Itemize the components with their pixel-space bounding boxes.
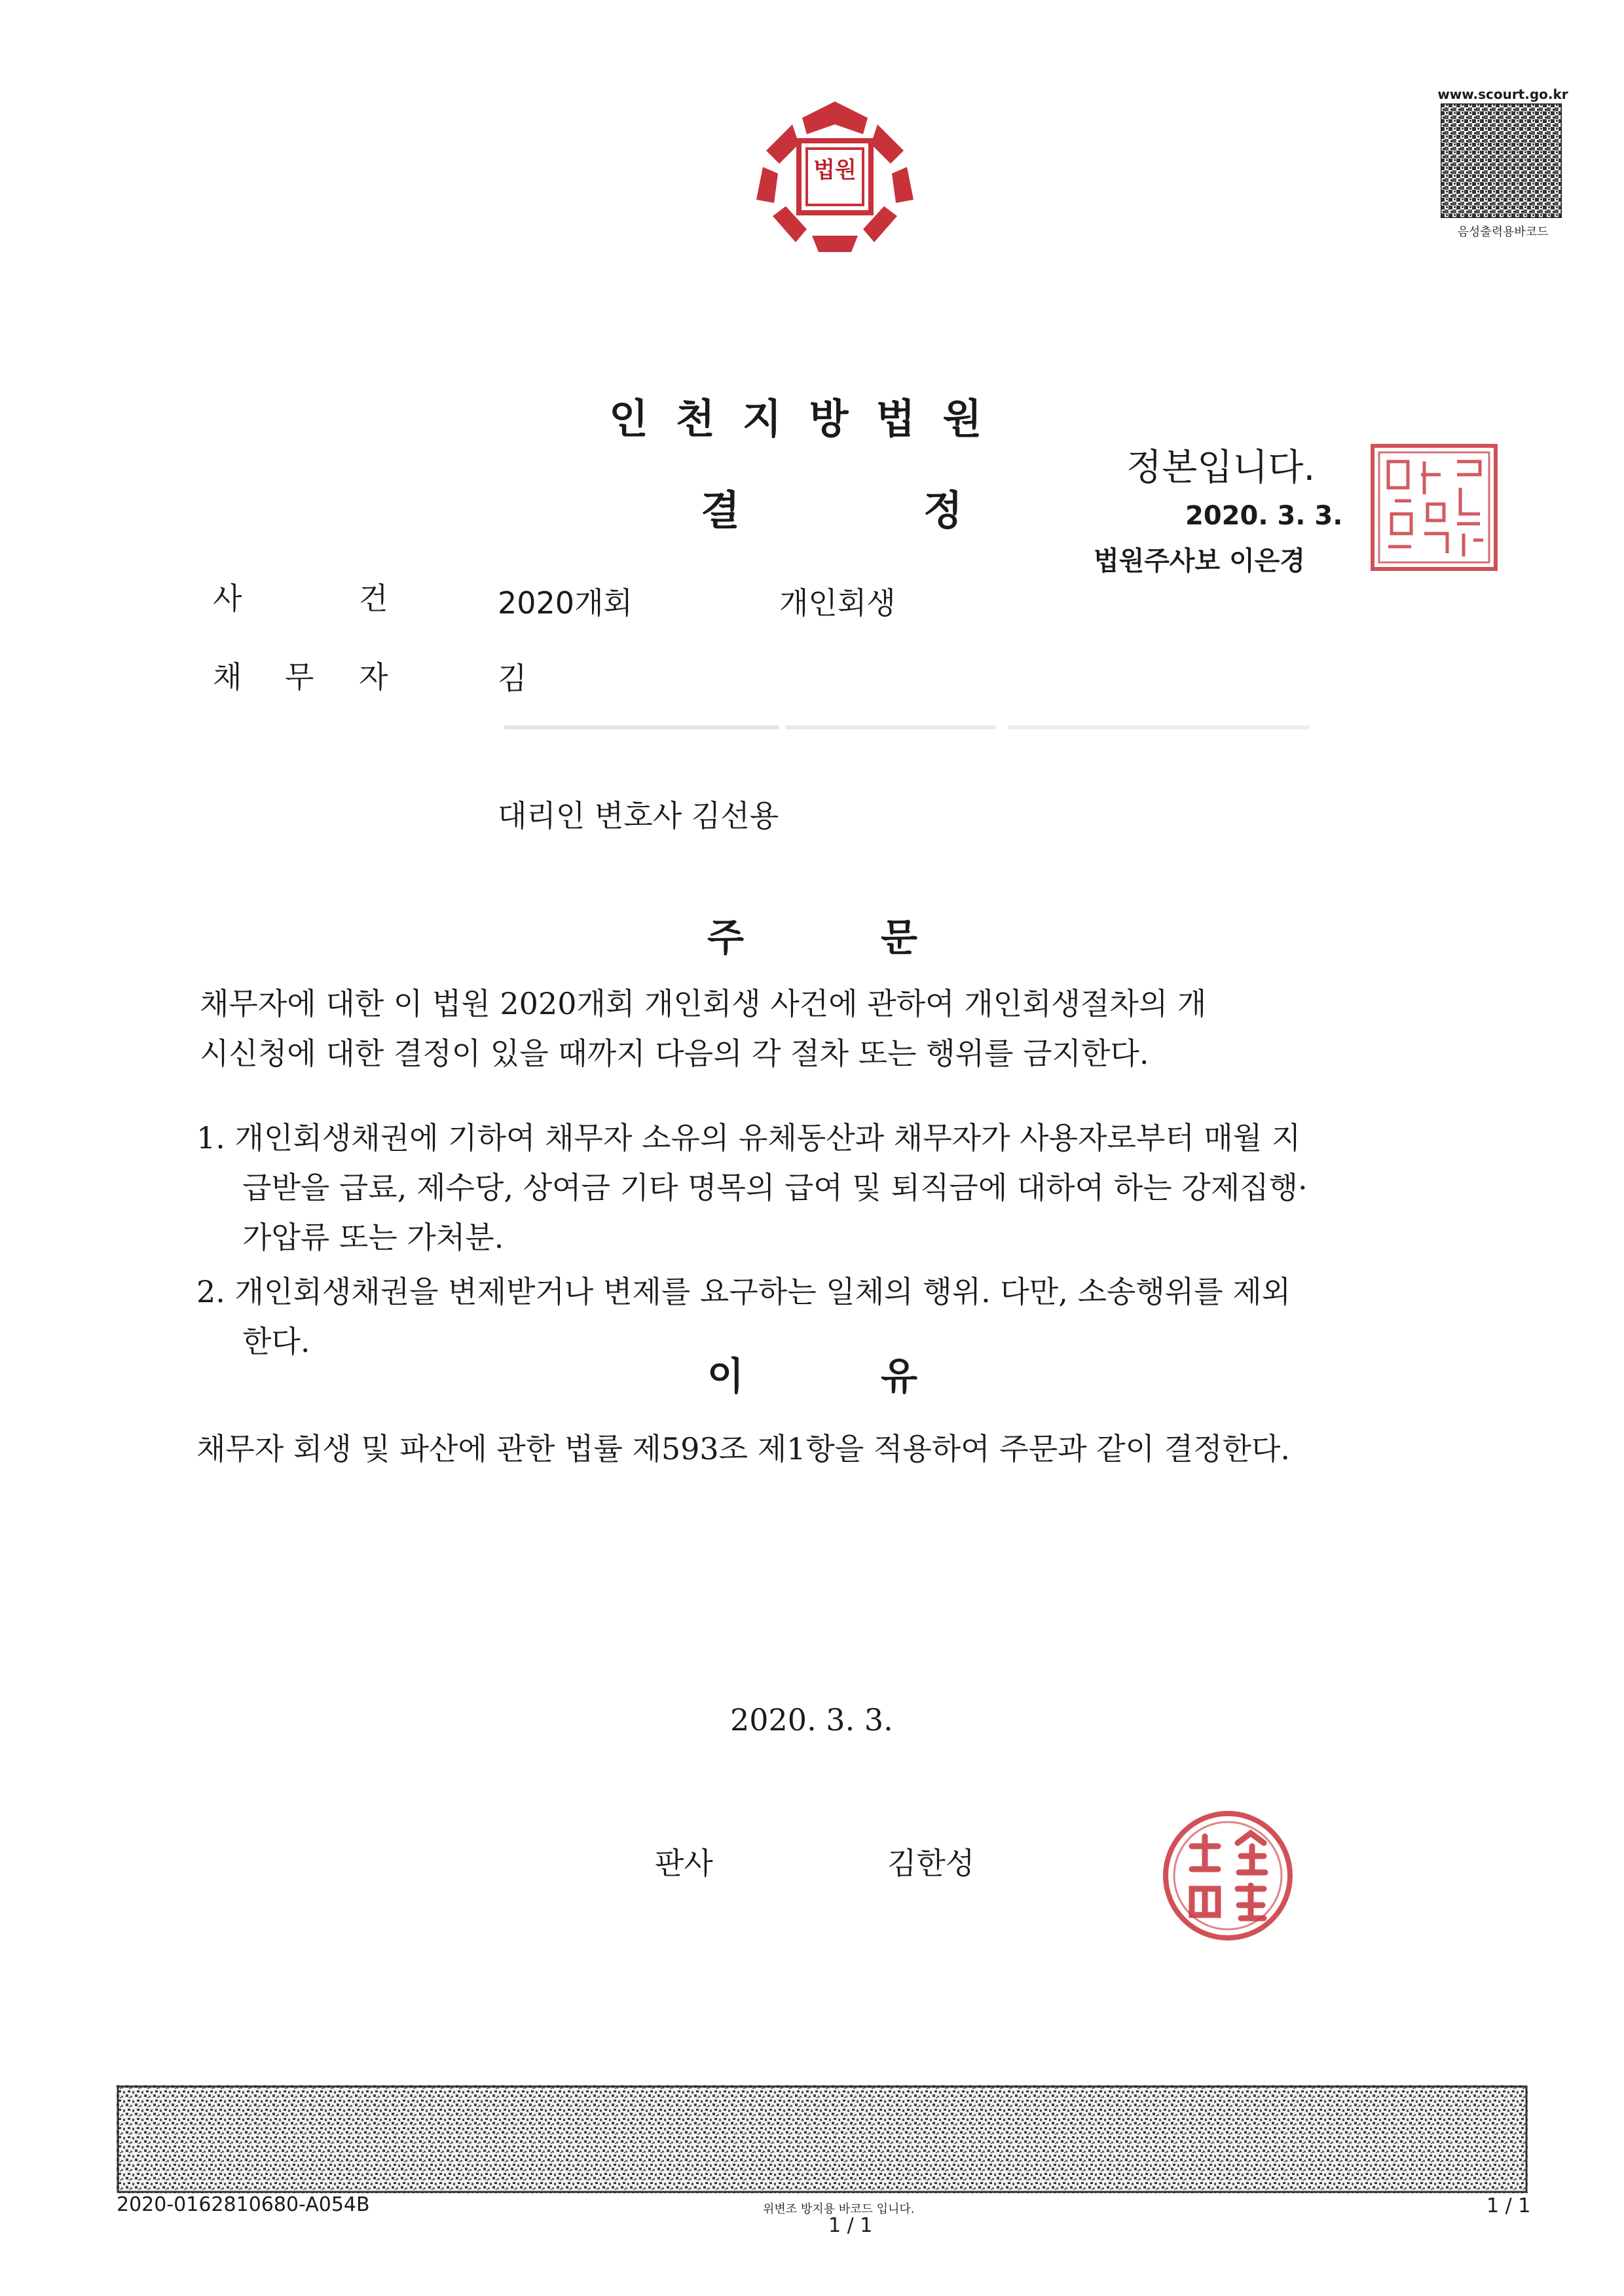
redacted-address — [498, 714, 1323, 740]
page-number-center: 1 / 1 — [828, 2214, 873, 2237]
document-id: 2020-0162810680-A054B — [117, 2193, 370, 2216]
certified-copy-text: 정본입니다. — [1126, 446, 1316, 489]
barcode-note: 위변조 방지용 바코드 입니다. — [763, 2202, 915, 2216]
order-text-line: 채무자에 대한 이 법원 2020개회 개인회생 사건에 관하여 개인회생절차의 개 — [200, 986, 1207, 1021]
judge-seal-stamp-icon — [1159, 1807, 1297, 1944]
case-label: 사 — [213, 581, 242, 616]
reason-text: 채무자 회생 및 파산에 관한 법률 제593조 제1항을 적용하여 주문과 같이 결정한다. — [196, 1431, 1291, 1467]
page-number-right: 1 / 1 — [1486, 2195, 1531, 2217]
site-url: www.scourt.go.kr — [1437, 86, 1568, 102]
court-name-title: 인천지방법원 — [609, 395, 1010, 443]
voice-output-qr-code-icon — [1441, 103, 1562, 218]
order-item-1: 가압류 또는 가처분. — [242, 1220, 504, 1255]
anti-forgery-barcode-icon — [117, 2085, 1528, 2193]
court-seal-stamp-icon — [1369, 442, 1500, 573]
order-text-line: 시신청에 대한 결정이 있을 때까지 다음의 각 절차 또는 행위를 금지한다. — [200, 1036, 1149, 1071]
debtor-name: 김 — [498, 661, 527, 696]
debtor-label: 채 — [213, 659, 242, 695]
order-item-1: 급받을 급료, 제수당, 상여금 기타 명목의 급여 및 퇴직금에 대하여 하는 강제집행· — [242, 1170, 1308, 1205]
doc-type-title-1: 결 — [701, 486, 740, 534]
qr-caption: 음성출력용바코드 — [1457, 225, 1549, 239]
certification-officer: 법원주사보 이은경 — [1094, 546, 1306, 576]
reason-heading: 이 — [707, 1354, 745, 1398]
court-emblem-label: 법원 — [813, 157, 857, 183]
judge-title: 판사 — [655, 1846, 713, 1881]
order-heading: 문 — [881, 915, 918, 960]
order-item-1: 1. 개인회생채권에 기하여 채무자 소유의 유체동산과 채무자가 사용자로부터 매월 지 — [196, 1120, 1301, 1156]
order-item-2: 2. 개인회생채권을 변제받거나 변제를 요구하는 일체의 행위. 다만, 소송행위를 제외 — [196, 1274, 1291, 1309]
reason-heading: 유 — [881, 1354, 918, 1398]
case-type: 개인회생 — [779, 585, 896, 621]
case-number: 2020개회 — [498, 585, 633, 621]
debtor-label: 무 — [285, 659, 314, 695]
case-label: 건 — [359, 581, 388, 616]
order-item-2: 한다. — [242, 1324, 310, 1359]
decision-date: 2020. 3. 3. — [730, 1702, 893, 1738]
legal-agent: 대리인 변호사 김선용 — [498, 798, 779, 833]
debtor-label: 자 — [359, 659, 388, 695]
certification-date: 2020. 3. 3. — [1185, 501, 1343, 531]
doc-type-title-2: 정 — [923, 486, 963, 534]
judge-name: 김한성 — [887, 1846, 975, 1881]
order-heading: 주 — [707, 915, 745, 960]
